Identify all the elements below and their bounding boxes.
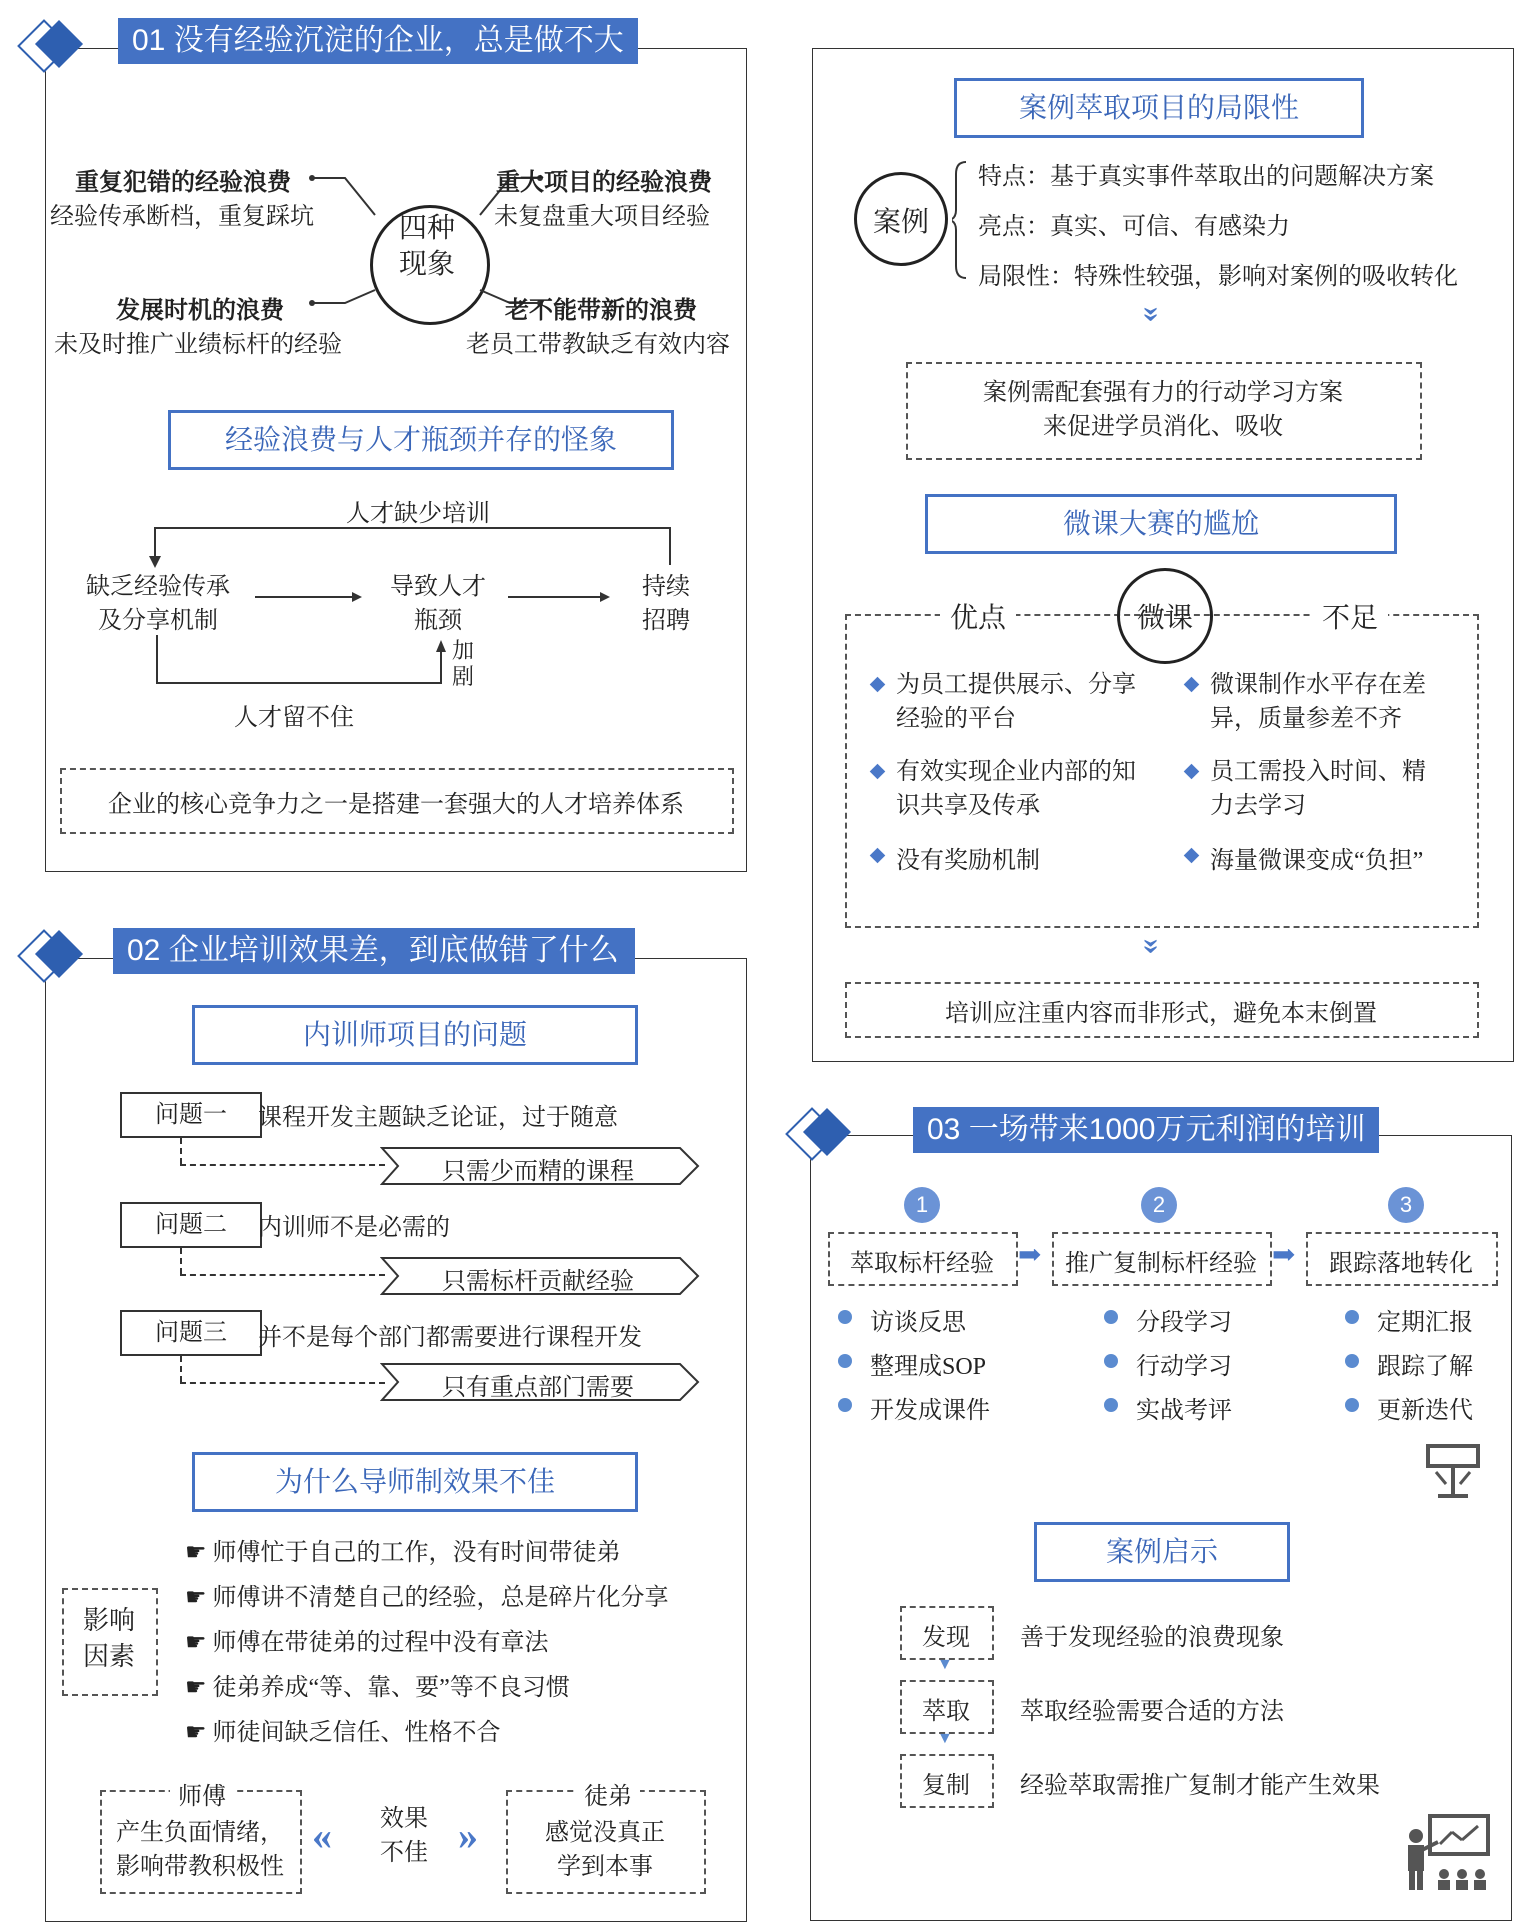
step-2-item-2: 行动学习 [1136,1354,1232,1380]
problem-3-connector-h [180,1382,385,1384]
step-1-item-2: 整理成SOP [870,1354,987,1380]
pro-2: 有效实现企业内部的知 识共享及传承 [896,759,1136,819]
phenomenon-2-title: 重大项目的经验浪费 [496,170,712,196]
insight-3-key: 复制 [922,1772,970,1799]
master-text: 产生负面情绪， 影响带教积极性 [116,1820,284,1880]
factor-1-text: 师傅忙于自己的工作，没有时间带徒弟 [212,1540,621,1566]
insight-2-text: 萃取经验需要合适的方法 [1020,1699,1284,1725]
insight-arrow-1-icon: ▼ [937,1656,953,1673]
apprentice-title: 徒弟 [576,1776,640,1811]
pointing-hand-icon: ☛ [185,1630,213,1656]
factor-1 [185,1532,621,1567]
apprentice-text: 感觉没真正 学到本事 [545,1820,665,1880]
problem-2-connector-v [180,1248,182,1274]
step-2-number: 2 [1141,1187,1177,1223]
step-1-item-2-dot [838,1354,852,1368]
factor-4-text: 徒弟养成“等、靠、要”等不良习惯 [212,1675,570,1701]
problem-3-label: 问题三 [120,1310,262,1356]
phenomenon-2-desc: 未复盘重大项目经验 [494,204,710,230]
problem-3-answer: 只有重点部门需要 [442,1375,634,1401]
con-3: 海量微课变成“负担” [1210,848,1424,874]
insight-3-text: 经验萃取需推广复制才能产生效果 [1020,1773,1380,1799]
pointing-hand-icon: ☛ [185,1675,213,1701]
phenomenon-3-title: 发展时机的浪费 [116,298,284,324]
pointing-hand-icon: ☛ [185,1540,213,1566]
problem-3-desc: 并不是每个部门都需要进行课程开发 [258,1325,642,1351]
problem-2-connector-h [180,1274,385,1276]
factor-2-text: 师傅讲不清楚自己的经验，总是碎片化分享 [212,1585,669,1611]
step-3-item-2-dot [1345,1354,1359,1368]
factor-2 [185,1577,669,1612]
phenomenon-1-title: 重复犯错的经验浪费 [75,170,291,196]
con-2: 员工需投入时间、精 力去学习 [1210,759,1426,819]
step-1-item-3-dot [838,1398,852,1412]
case-line-1: 特点：基于真实事件萃取出的问题解决方案 [978,164,1434,190]
case-bracket [952,160,972,280]
step-3-item-3-dot [1345,1398,1359,1412]
trainer-problems-title-box: 内训师项目的问题 [192,1005,638,1065]
problem-2-desc: 内训师不是必需的 [258,1215,450,1241]
step-1-item-3: 开发成课件 [870,1398,990,1424]
micro-label: 微课 [1136,602,1193,633]
flow-bottom-label: 人才留不住 [234,705,354,731]
step-1-item-1: 访谈反思 [870,1310,966,1336]
down-chevron-icon: » [1136,306,1173,323]
micro-course-title-box: 微课大赛的尴尬 [925,494,1397,554]
section-01-title: 01 没有经验沉淀的企业，总是做不大 [118,18,638,64]
master-title: 师傅 [170,1776,234,1811]
step-3-item-3: 更新迭代 [1377,1398,1473,1424]
section-03-title: 03 一场带来1000万元利润的培训 [913,1107,1379,1153]
phenomenon-1-desc: 经验传承断档，重复踩坑 [50,204,314,230]
pro-3: 没有奖励机制 [896,848,1040,874]
insight-title-box: 案例启示 [1034,1522,1290,1582]
problem-1-answer: 只需少而精的课程 [442,1159,634,1185]
step-1-item-1-dot [838,1310,852,1324]
cons-title: 不足 [1312,596,1388,636]
pointing-hand-icon: ☛ [185,1585,213,1611]
factor-5-text: 师徒间缺乏信任、性格不合 [212,1720,501,1746]
case-limit-title-box: 案例萃取项目的局限性 [954,78,1364,138]
pro-1: 为员工提供展示、分享 经验的平台 [896,672,1136,732]
insight-1-text: 善于发现经验的浪费现象 [1020,1625,1284,1651]
factor-label: 影响 因素 [82,1605,135,1671]
phenomenon-4-desc: 老员工带教缺乏有效内容 [466,332,730,358]
step-3-item-1: 定期汇报 [1377,1310,1473,1336]
step-2-item-1: 分段学习 [1136,1310,1232,1336]
flow-node-1: 缺乏经验传承 及分享机制 [86,574,230,634]
micro-note: 培训应注重内容而非形式，避免本末倒置 [945,1001,1377,1027]
mentorship-title-box: 为什么导师制效果不佳 [192,1452,638,1512]
step-3-item-2: 跟踪了解 [1377,1354,1473,1380]
case-note: 案例需配套强有力的行动学习方案 来促进学员消化、吸收 [983,380,1343,440]
problem-2-answer: 只需标杆贡献经验 [442,1269,634,1295]
step-2-item-2-dot [1104,1354,1118,1368]
down-chevron-icon-2: » [1136,938,1173,955]
teacher-presentation-icon [1400,1812,1492,1894]
problem-1-label: 问题一 [120,1092,262,1138]
step-1-name: 萃取标杆经验 [850,1250,994,1277]
lectern-icon [1424,1440,1482,1500]
step-2-item-3-dot [1104,1398,1118,1412]
phenomenon-4-title: 老不能带新的浪费 [505,298,697,324]
step-3-name: 跟踪落地转化 [1329,1250,1473,1277]
step-arrow-1-icon: ➡ [1018,1240,1042,1271]
step-2-item-1-dot [1104,1310,1118,1324]
flow-node-3: 持续 招聘 [642,574,690,634]
step-1-number: 1 [904,1187,940,1223]
problem-1-connector-h [180,1164,385,1166]
case-line-2: 亮点：真实、可信、有感染力 [978,214,1290,240]
step-2-item-3: 实战考评 [1136,1398,1232,1424]
paradox-title-box: 经验浪费与人才瓶颈并存的怪象 [168,410,674,470]
step-3-number: 3 [1388,1187,1424,1223]
factor-5 [185,1712,501,1747]
step-3-item-1-dot [1345,1310,1359,1324]
problem-1-desc: 课程开发主题缺乏论证，过于随意 [258,1105,618,1131]
factor-3 [185,1622,549,1657]
case-label: 案例 [872,206,929,237]
flow-aggravate-label: 加 剧 [452,638,475,689]
insight-1-key: 发现 [922,1624,970,1651]
insight-2-key: 萃取 [922,1698,970,1725]
con-1: 微课制作水平存在差 异，质量参差不齐 [1210,672,1426,732]
section-01-note: 企业的核心竞争力之一是搭建一套强大的人才培养体系 [108,792,684,818]
section-02-title: 02 企业培训效果差，到底做错了什么 [113,928,635,974]
problem-2-label: 问题二 [120,1202,262,1248]
mid-effect-label: 效果 不佳 [380,1806,428,1866]
flow-node-2: 导致人才 瓶颈 [390,574,486,634]
left-double-chevron-icon: « [312,1813,332,1858]
flow-top-label: 人才缺少培训 [346,501,490,527]
step-2-name: 推广复制标杆经验 [1065,1250,1257,1277]
step-arrow-2-icon: ➡ [1272,1240,1296,1271]
factor-4 [185,1667,570,1702]
problem-1-connector-v [180,1138,182,1164]
factor-3-text: 师傅在带徒弟的过程中没有章法 [212,1630,549,1656]
four-phenomena-label: 四种 现象 [398,212,455,279]
problem-3-connector-v [180,1356,182,1382]
case-line-3: 局限性：特殊性较强，影响对案例的吸收转化 [978,264,1458,290]
pointing-hand-icon: ☛ [185,1720,213,1746]
pros-title: 优点 [940,596,1016,636]
right-double-chevron-icon: » [458,1813,478,1858]
phenomenon-3-desc: 未及时推广业绩标杆的经验 [54,332,342,358]
insight-arrow-2-icon: ▼ [937,1730,953,1747]
